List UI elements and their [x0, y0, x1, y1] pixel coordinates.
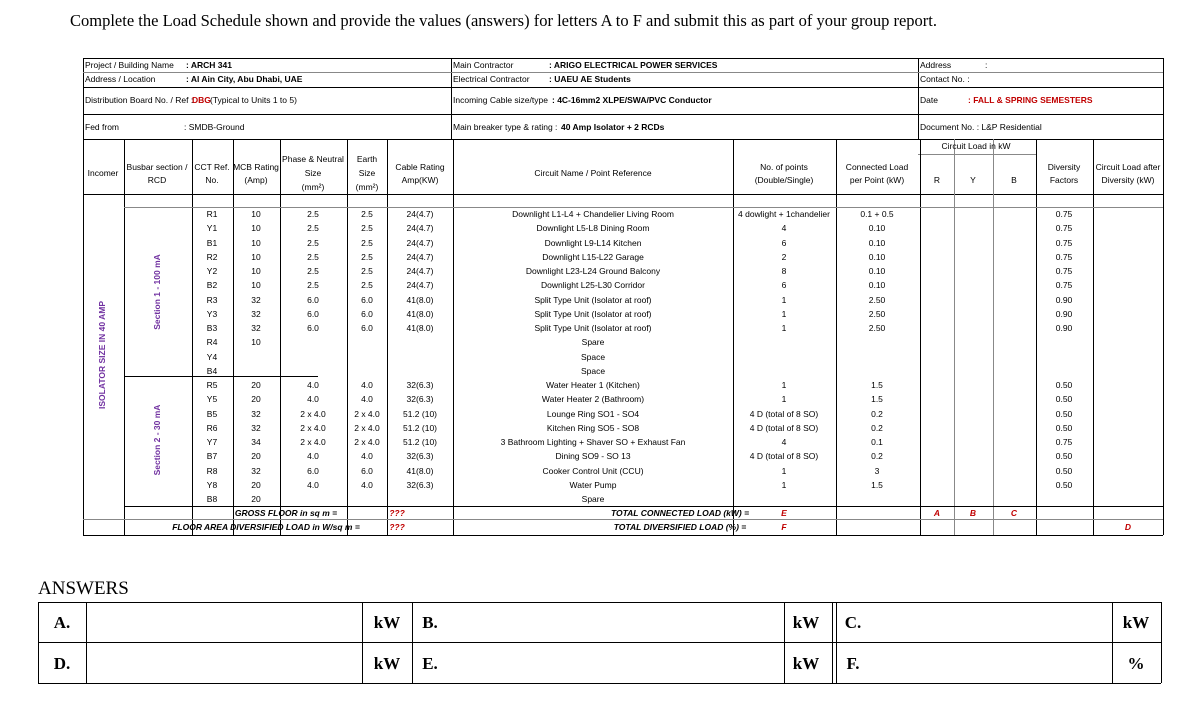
connected-load: 0.10: [868, 223, 886, 234]
incoming-cable-value: : 4C-16mm2 XLPE/SWA/PVC Conductor: [552, 95, 712, 105]
connected-load: 0.10: [868, 280, 886, 291]
header-busbar-rcd: RCD: [147, 175, 167, 185]
section2-label: Section 2 - 30 mA: [152, 404, 162, 476]
answer-label: D.: [53, 654, 71, 673]
phase-neutral-size: 6.0: [307, 308, 319, 319]
circuit-name: Space: [580, 365, 606, 376]
mcb-rating: 32: [251, 294, 261, 305]
gross-floor-label: GROSS FLOOR in sq m =: [234, 508, 338, 518]
column-line: [453, 139, 454, 535]
header-phase-r: R: [933, 175, 941, 185]
total-connected-letter: E: [781, 508, 787, 518]
address-label: Address / Location: [85, 74, 156, 84]
answers-column-line: [1112, 602, 1113, 683]
answers-heading: ANSWERS: [38, 578, 129, 599]
cable-rating: 32(6.3): [406, 394, 434, 405]
connected-load: 0.2: [871, 408, 883, 419]
answer-unit: %: [1127, 654, 1145, 673]
header-phase-unit: (mm²): [301, 182, 325, 192]
phase-y-total: B: [969, 508, 977, 518]
earth-size: 6.0: [361, 308, 373, 319]
number-of-points: 4 D (total of 8 SO): [749, 408, 819, 419]
answer-unit: kW: [1122, 613, 1150, 632]
project-name-value: : ARCH 341: [186, 60, 232, 70]
gross-floor-value: ???: [389, 508, 405, 518]
cct-ref: Y8: [206, 479, 218, 490]
connected-load: 2.50: [868, 294, 886, 305]
cct-ref: B1: [206, 237, 218, 248]
diversity-factor: 0.75: [1055, 437, 1073, 447]
header-diversity-unit: Factors: [1049, 175, 1079, 185]
number-of-points: 1: [781, 323, 787, 333]
number-of-points: 8: [781, 266, 787, 276]
header-mcb: MCB Rating: [233, 162, 279, 172]
cct-ref: R2: [206, 251, 218, 262]
header-cct-ref: CCT Ref.: [194, 162, 230, 172]
cable-rating: 24(4.7): [406, 209, 434, 219]
header-connected: Connected Load: [845, 162, 909, 172]
isolator-label: ISOLATOR SIZE IN 40 AMP: [97, 301, 107, 409]
phase-neutral-size: 2.5: [307, 280, 319, 291]
circuit-name: Downlight L5-L8 Dining Room: [536, 223, 650, 234]
diversity-factor: 0.75: [1055, 266, 1073, 276]
column-line: [1093, 139, 1094, 535]
answer-input[interactable]: [873, 604, 1110, 640]
header-circuit-name: Circuit Name / Point Reference: [534, 168, 652, 178]
number-of-points: 1: [781, 294, 787, 305]
diversity-factor: 0.50: [1055, 479, 1073, 490]
header-bottom: [83, 194, 1163, 195]
date-label: Date: [920, 95, 938, 105]
header-phase-b: B: [1011, 175, 1017, 185]
mcb-rating: 32: [251, 465, 261, 476]
mcb-rating: 34: [251, 437, 261, 447]
header-points: No. of points: [760, 162, 808, 172]
info-divider: [918, 58, 919, 139]
phase-neutral-size: 6.0: [307, 323, 319, 333]
header-after-diversity: Circuit Load after: [1095, 162, 1161, 172]
cct-ref: R1: [206, 209, 218, 219]
circuit-name: Water Heater 1 (Kitchen): [546, 380, 640, 390]
circuit-name: Water Pump: [569, 479, 617, 490]
table-border-bottom: [83, 535, 1163, 536]
circuit-load-subline: [918, 154, 1036, 155]
circuit-name: Cooker Control Unit (CCU): [542, 465, 644, 476]
mcb-rating: 10: [251, 337, 261, 348]
contact-label: Contact No. :: [920, 74, 970, 84]
phase-neutral-size: 2.5: [307, 251, 319, 262]
header-cct-no: No.: [205, 175, 219, 185]
cable-rating: 41(8.0): [406, 323, 434, 333]
floor-area-value: ???: [389, 522, 405, 532]
phase-r-total: A: [933, 508, 941, 518]
cct-ref: Y2: [206, 266, 218, 276]
after-diversity-total: D: [1124, 522, 1132, 532]
diversity-factor: 0.50: [1055, 408, 1073, 419]
earth-size: 2.5: [361, 266, 373, 276]
mcb-rating: 10: [251, 251, 261, 262]
main-breaker-label: Main breaker type & rating :: [453, 122, 558, 132]
connected-load: 0.1 + 0.5: [860, 209, 894, 219]
diversity-factor: 0.75: [1055, 223, 1073, 234]
phase-neutral-size: 2.5: [307, 237, 319, 248]
cable-rating: 51.2 (10): [402, 408, 438, 419]
earth-size: 2.5: [361, 209, 373, 219]
phase-neutral-size: 2 x 4.0: [300, 408, 326, 419]
mcb-rating: 20: [251, 394, 261, 405]
answers-border-top: [38, 602, 1161, 603]
cct-ref: B5: [206, 408, 218, 419]
connected-load: 0.1: [871, 437, 883, 447]
connected-load: 2.50: [868, 308, 886, 319]
incoming-cable-label: Incoming Cable size/type: [453, 95, 548, 105]
db-note: (Typical to Units 1 to 5): [210, 95, 297, 105]
answer-input[interactable]: [88, 604, 360, 640]
circuit-name: Spare: [581, 494, 605, 504]
column-line: [1036, 139, 1037, 535]
info-row-line: [83, 87, 1163, 88]
earth-size: 2 x 4.0: [354, 437, 380, 447]
cable-rating: 24(4.7): [406, 223, 434, 234]
header-earth-unit: (mm²): [355, 182, 379, 192]
circuit-name: 3 Bathroom Lighting + Shaver SO + Exhaust Fan: [500, 437, 686, 447]
earth-size: 6.0: [361, 323, 373, 333]
section-divider: [124, 376, 318, 377]
cct-ref: B2: [206, 280, 218, 291]
cct-ref: Y1: [206, 223, 218, 234]
answer-input[interactable]: [88, 644, 360, 680]
circuit-name: Downlight L23-L24 Ground Balcony: [525, 266, 661, 276]
earth-size: 4.0: [361, 451, 373, 462]
phase-neutral-size: 2.5: [307, 223, 319, 234]
main-contractor-value: : ARIGO ELECTRICAL POWER SERVICES: [549, 60, 718, 70]
header-phase-y: Y: [970, 175, 976, 185]
answers-row-divider: [38, 642, 1161, 643]
earth-size: 4.0: [361, 394, 373, 405]
answer-label: E.: [422, 654, 438, 673]
cable-rating: 41(8.0): [406, 308, 434, 319]
cable-rating: 32(6.3): [406, 451, 434, 462]
header-connected-unit: per Point (kW): [849, 175, 905, 185]
electrical-contractor-value: : UAEU AE Students: [549, 74, 631, 84]
cable-rating: 24(4.7): [406, 251, 434, 262]
cable-rating: 51.2 (10): [402, 437, 438, 447]
cable-rating: 24(4.7): [406, 280, 434, 291]
diversity-factor: 0.50: [1055, 394, 1073, 405]
column-line: [733, 139, 734, 535]
column-line: [920, 139, 921, 535]
cable-rating: 24(4.7): [406, 237, 434, 248]
column-line: [192, 139, 193, 535]
rows-bottom: [124, 506, 1163, 507]
diversity-factor: 0.50: [1055, 422, 1073, 433]
answers-column-line: [362, 602, 363, 683]
number-of-points: 1: [781, 479, 787, 490]
earth-size: 6.0: [361, 294, 373, 305]
answers-column-line: [86, 602, 87, 683]
earth-size: 2.5: [361, 223, 373, 234]
number-of-points: 1: [781, 380, 787, 390]
mcb-rating: 10: [251, 209, 261, 219]
header-earth-size: Size: [358, 168, 376, 178]
number-of-points: 4 D (total of 8 SO): [749, 422, 819, 433]
number-of-points: 4 dowlight + 1chandelier: [738, 209, 830, 219]
diversity-factor: 0.90: [1055, 308, 1073, 319]
circuit-name: Split Type Unit (Isolator at roof): [534, 308, 652, 319]
number-of-points: 4 D (total of 8 SO): [749, 451, 819, 462]
circuit-name: Split Type Unit (Isolator at roof): [534, 323, 652, 333]
earth-size: 2.5: [361, 280, 373, 291]
info-row-line: [83, 114, 1163, 115]
circuit-name: Kitchen Ring SO5 - SO8: [546, 422, 640, 433]
phase-neutral-size: 6.0: [307, 294, 319, 305]
phase-neutral-size: 6.0: [307, 465, 319, 476]
earth-size: 2 x 4.0: [354, 422, 380, 433]
mcb-rating: 32: [251, 308, 261, 319]
column-line: [836, 139, 837, 535]
cct-ref: B3: [206, 323, 218, 333]
cable-rating: 32(6.3): [406, 380, 434, 390]
header-cable-unit: Amp(KW): [401, 175, 439, 185]
phase-neutral-size: 2.5: [307, 209, 319, 219]
info-divider: [451, 58, 452, 139]
phase-neutral-size: 2 x 4.0: [300, 422, 326, 433]
connected-load: 0.10: [868, 266, 886, 276]
answers-column-line: [38, 602, 39, 683]
cable-rating: 32(6.3): [406, 479, 434, 490]
answer-unit: kW: [373, 613, 401, 632]
mcb-rating: 20: [251, 479, 261, 490]
header-busbar: Busbar section /: [126, 162, 188, 172]
main-breaker-value: 40 Amp Isolator + 2 RCDs: [561, 122, 665, 132]
earth-size: 4.0: [361, 380, 373, 390]
table-border-right: [1163, 58, 1164, 535]
header-after-diversity-unit: Diversity (kW): [1101, 175, 1155, 185]
number-of-points: 6: [781, 280, 787, 291]
circuit-name: Dining SO9 - SO 13: [555, 451, 631, 462]
number-of-points: 2: [781, 251, 787, 262]
section1-label: Section 1 - 100 mA: [152, 254, 162, 330]
cct-ref: B8: [206, 494, 218, 504]
cct-ref: Y5: [206, 394, 218, 405]
phase-neutral-size: 4.0: [307, 479, 319, 490]
answers-column-line: [832, 602, 833, 683]
earth-size: 6.0: [361, 465, 373, 476]
diversity-factor: 0.90: [1055, 294, 1073, 305]
cct-ref: B4: [206, 365, 218, 376]
phase-neutral-size: 4.0: [307, 380, 319, 390]
db-label: Distribution Board No. / Ref :: [85, 95, 194, 105]
cable-rating: 51.2 (10): [402, 422, 438, 433]
column-line: [993, 139, 994, 535]
header-cable: Cable Rating: [395, 162, 445, 172]
fed-from-value: : SMDB-Ground: [184, 122, 245, 132]
column-line: [387, 139, 388, 535]
phase-neutral-size: 4.0: [307, 394, 319, 405]
earth-size: 4.0: [361, 479, 373, 490]
number-of-points: 1: [781, 465, 787, 476]
diversity-factor: 0.75: [1055, 280, 1073, 291]
answers-label-line: [836, 602, 837, 683]
header-circuit-load: Circuit Load in kW: [941, 141, 1011, 151]
mcb-rating: 32: [251, 408, 261, 419]
phase-neutral-size: 2.5: [307, 266, 319, 276]
earth-size: 2 x 4.0: [354, 408, 380, 419]
circuit-name: Lounge Ring SO1 - SO4: [546, 408, 640, 419]
number-of-points: 4: [781, 223, 787, 234]
phase-b-total: C: [1010, 508, 1018, 518]
address2-label: Address: [920, 60, 952, 70]
diversity-factor: 0.90: [1055, 323, 1073, 333]
table-border-top: [83, 58, 1163, 59]
circuit-name: Downlight L1-L4 + Chandelier Living Room: [512, 209, 674, 219]
mcb-rating: 20: [251, 451, 261, 462]
diversity-factor: 0.75: [1055, 237, 1073, 248]
rows-top: [124, 207, 1163, 208]
cct-ref: B7: [206, 451, 218, 462]
total-connected-label: TOTAL CONNECTED LOAD (kW) =: [610, 508, 750, 518]
fed-from-label: Fed from: [85, 122, 120, 132]
connected-load: 1.5: [871, 394, 883, 405]
phase-neutral-size: 2 x 4.0: [300, 437, 326, 447]
cct-ref: R8: [206, 465, 218, 476]
circuit-name: Space: [580, 351, 606, 362]
answer-input[interactable]: [449, 644, 782, 680]
info-row-line: [83, 139, 1163, 140]
electrical-contractor-label: Electrical Contractor: [453, 74, 530, 84]
cct-ref: R5: [206, 380, 218, 390]
circuit-name: Downlight L25-L30 Corridor: [541, 280, 645, 291]
diversity-factor: 0.50: [1055, 451, 1073, 462]
answer-label: B.: [422, 613, 438, 632]
cct-ref: Y7: [206, 437, 218, 447]
column-line: [954, 139, 955, 535]
circuit-name: Water Heater 2 (Bathroom): [541, 394, 645, 405]
mcb-rating: 10: [251, 280, 261, 291]
mcb-rating: 20: [251, 494, 261, 504]
cct-ref: Y4: [206, 351, 218, 362]
total-diversified-label: TOTAL DIVERSIFIED LOAD (%) =: [613, 522, 747, 532]
main-contractor-label: Main Contractor: [453, 60, 514, 70]
number-of-points: 6: [781, 237, 787, 248]
project-name-label: Project / Building Name: [85, 60, 174, 70]
cct-ref: R6: [206, 422, 218, 433]
column-line: [347, 139, 348, 535]
circuit-name: Downlight L9-L14 Kitchen: [544, 237, 642, 248]
cable-rating: 24(4.7): [406, 266, 434, 276]
table-border-left: [83, 58, 84, 535]
diversity-factor: 0.50: [1055, 465, 1073, 476]
connected-load: 3: [874, 465, 880, 476]
address-value: : Al Ain City, Abu Dhabi, UAE: [186, 74, 303, 84]
cable-rating: 41(8.0): [406, 465, 434, 476]
answer-label: A.: [53, 613, 71, 632]
answer-unit: kW: [373, 654, 401, 673]
column-line: [124, 139, 125, 535]
cable-rating: 41(8.0): [406, 294, 434, 305]
earth-size: 2.5: [361, 237, 373, 248]
answer-unit: kW: [792, 654, 820, 673]
column-line: [280, 139, 281, 535]
diversity-factor: 0.75: [1055, 209, 1073, 219]
column-line: [233, 139, 234, 535]
answer-label: C.: [844, 613, 862, 632]
connected-load: 1.5: [871, 479, 883, 490]
mcb-rating: 20: [251, 380, 261, 390]
info-row-line: [83, 72, 1163, 73]
header-earth: Earth: [356, 154, 378, 164]
answer-unit: kW: [792, 613, 820, 632]
document-number-label: Document No. : L&P Residential: [920, 122, 1042, 132]
cct-ref: Y3: [206, 308, 218, 319]
number-of-points: 4: [781, 437, 787, 447]
header-incomer: Incomer: [87, 168, 119, 178]
header-phase-size: Size: [304, 168, 322, 178]
cct-ref: R4: [206, 337, 218, 348]
answers-border-bottom: [38, 683, 1161, 684]
earth-size: 2.5: [361, 251, 373, 262]
header-points-type: (Double/Single): [754, 175, 814, 185]
circuit-name: Downlight L15-L22 Garage: [542, 251, 644, 262]
mcb-rating: 10: [251, 266, 261, 276]
mcb-rating: 10: [251, 223, 261, 234]
phase-neutral-size: 4.0: [307, 451, 319, 462]
page-title: Complete the Load Schedule shown and provide the values (answers) for letters A to F and submit this as part of your group report.: [70, 11, 937, 30]
answers-column-line: [784, 602, 785, 683]
circuit-name: Spare: [581, 337, 605, 348]
answers-column-line: [1161, 602, 1162, 683]
mcb-rating: 10: [251, 237, 261, 248]
answer-label: F.: [846, 654, 860, 673]
address2-value: :: [985, 60, 988, 70]
cct-ref: R3: [206, 294, 218, 305]
date-value: : FALL & SPRING SEMESTERS: [968, 95, 1093, 105]
header-diversity: Diversity: [1047, 162, 1081, 172]
db-code: DBG: [192, 95, 211, 105]
number-of-points: 1: [781, 308, 787, 319]
connected-load: 1.5: [871, 380, 883, 390]
connected-load: 0.10: [868, 251, 886, 262]
answer-input[interactable]: [449, 604, 782, 640]
mcb-rating: 32: [251, 422, 261, 433]
circuit-name: Split Type Unit (Isolator at roof): [534, 294, 652, 305]
answer-input[interactable]: [873, 644, 1110, 680]
diversity-factor: 0.50: [1055, 380, 1073, 390]
connected-load: 0.10: [868, 237, 886, 248]
connected-load: 2.50: [868, 323, 886, 333]
floor-area-label: FLOOR AREA DIVERSIFIED LOAD in W/sq m =: [172, 522, 360, 532]
header-phase: Phase & Neutral: [282, 154, 344, 164]
total-diversified-letter: F: [781, 522, 787, 532]
header-mcb-unit: (Amp): [244, 175, 268, 185]
diversity-factor: 0.75: [1055, 251, 1073, 262]
totals-divider: [83, 519, 1163, 520]
connected-load: 0.2: [871, 422, 883, 433]
connected-load: 0.2: [871, 451, 883, 462]
mcb-rating: 32: [251, 323, 261, 333]
number-of-points: 1: [781, 394, 787, 405]
answers-label-line: [412, 602, 413, 683]
